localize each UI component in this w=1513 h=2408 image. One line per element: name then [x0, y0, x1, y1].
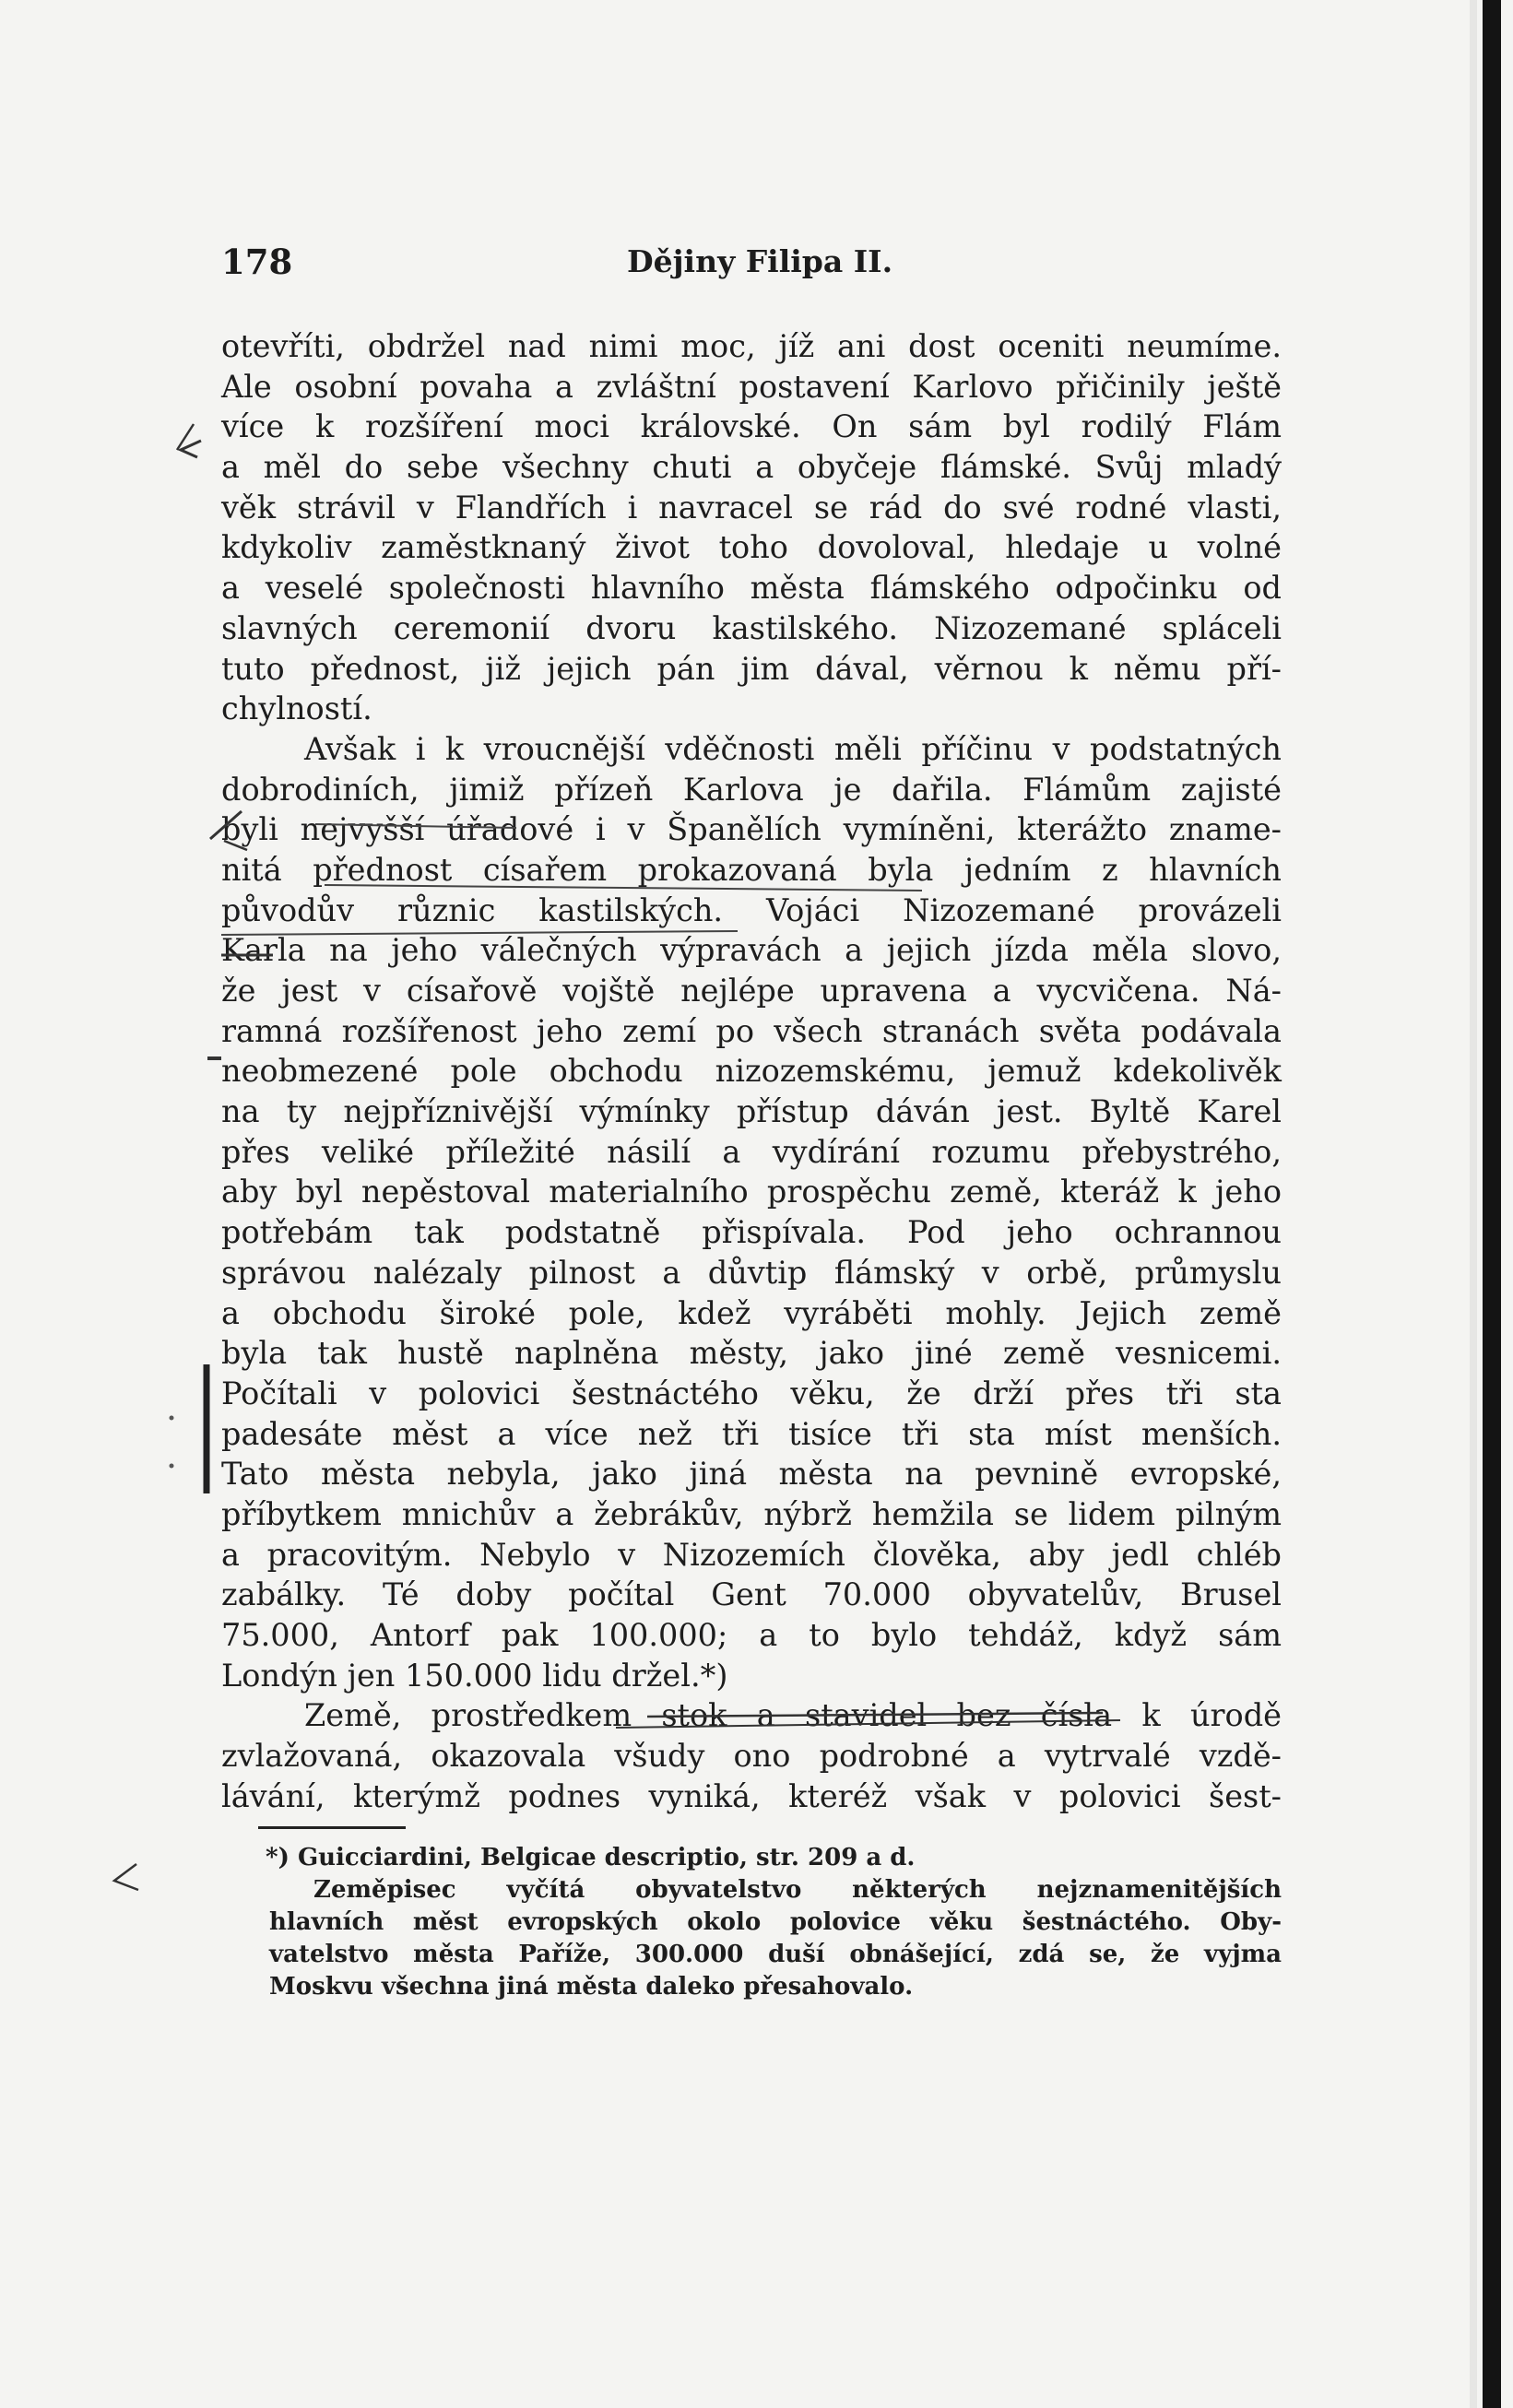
text-line: Londýn jen 150.000 lidu držel.*)	[221, 1657, 728, 1694]
text-line: Tato města nebyla, jako jiná města na pevnině evropské,	[221, 1456, 1282, 1493]
page-gutter	[1470, 0, 1477, 2408]
text-line: že jest v císařově vojště nejlépe upravena a vycvičena. Ná-	[221, 973, 1282, 1009]
text-line: 75.000, Antorf pak 100.000; a to bylo tehdáž, když sám	[221, 1617, 1282, 1653]
text-line: byli nejvyšší úřadové i v Španělích vymíněni, kterážto zname-	[221, 811, 1282, 848]
text-line: více k rozšíření moci královské. On sám byl rodilý Flám	[221, 408, 1282, 445]
text-line: kdykoliv zaměstknaný život toho dovoloval, hledaje u volné	[221, 529, 1282, 566]
text-line: lávání, kterýmž podnes vyniká, kteréž však v polovici šest-	[221, 1777, 1282, 1814]
text-line: Ale osobní povaha a zvláštní postavení Karlovo přičinily ještě	[221, 368, 1282, 405]
text-line: neobmezené pole obchodu nizozemskému, jemuž kdekolivěk	[221, 1053, 1282, 1090]
text-line: a pracovitým. Nebylo v Nizozemích člověka, aby jedl chléb	[221, 1536, 1282, 1573]
text-line: přes veliké příležité násilí a vydírání rozumu přebystrého,	[221, 1133, 1282, 1170]
text-line: Karla na jeho válečných výpravách a jejich jízda měla slovo,	[221, 932, 1282, 969]
text-line: dobrodiních, jimiž přízeň Karlova je dařila. Flámům zajisté	[221, 771, 1282, 808]
text-line: zabálky. Té doby počítal Gent 70.000 obyvatelův, Brusel	[221, 1576, 1282, 1613]
scan-edge	[1483, 0, 1501, 2408]
page-number: 178	[221, 242, 293, 282]
text-line: ramná rozšířenost jeho zemí po všech stranách světa podávala	[221, 1012, 1282, 1049]
text-line: tuto přednost, již jejich pán jim dával, věrnou k němu pří-	[221, 650, 1282, 687]
footnote-rule	[258, 1826, 406, 1829]
text-line: padesáte měst a více než tři tisíce tři sta míst menších.	[221, 1415, 1282, 1452]
text-line: a veselé společnosti hlavního města flámského odpočinku od	[221, 570, 1282, 607]
footnote-line: hlavních měst evropských okolo polovice věku šestnáctého. Oby-	[269, 1908, 1282, 1936]
page-header	[221, 242, 1282, 288]
text-line: na ty nejpříznivější výmínky přístup dáván jest. Byltě Karel	[221, 1093, 1282, 1130]
margin-dot	[170, 1464, 174, 1469]
footnote	[266, 1842, 1282, 2003]
running-title: Dějiny Filipa II.	[627, 243, 893, 279]
text-line: potřebám tak podstatně přispívala. Pod jeho ochrannou	[221, 1214, 1282, 1251]
text-line: příbytkem mnichův a žebrákův, nýbrž hemžila se lidem pilným	[221, 1495, 1282, 1532]
body-text	[221, 326, 1282, 1816]
text-line: otevříti, obdržel nad nimi moc, jíž ani dost oceniti neumíme.	[221, 328, 1282, 364]
text-line: slavných ceremonií dvoru kastilského. Nizozemané spláceli	[221, 609, 1282, 646]
text-line: byla tak hustě naplněna městy, jako jiné země vesnicemi.	[221, 1335, 1282, 1372]
margin-dot	[170, 1416, 174, 1421]
text-line: a obchodu široké pole, kdež vyráběti mohly. Jejich země	[221, 1294, 1282, 1331]
text-line: chylností.	[221, 691, 372, 727]
text-line: původův různic kastilských. Vojáci Nizozemané provázeli	[221, 891, 1282, 928]
text-line: a měl do sebe všechny chuti a obyčeje flámské. Svůj mladý	[221, 449, 1282, 486]
text-line: Avšak i k vroucnější vděčnosti měli příčinu v podstatných	[304, 730, 1282, 767]
margin-chevron-mark	[181, 441, 201, 457]
footnote-line: vatelstvo města Paříže, 300.000 duší obnášející, zdá se, že vyjma	[269, 1941, 1282, 1968]
footnote-line: *) Guicciardini, Belgicae descriptio, str. 209 a d.	[266, 1844, 916, 1871]
text-line: zvlažovaná, okazovala všudy ono podrobné a vytrvalé vzdě-	[221, 1738, 1282, 1775]
text-line: správou nalézaly pilnost a důvtip flámský v orbě, průmyslu	[221, 1254, 1282, 1291]
text-line: Země, prostředkem stok a stavidel bez čísla k úrodě	[304, 1697, 1282, 1734]
footnote-line: Zeměpisec vyčítá obyvatelstvo některých nejznamenitějších	[313, 1876, 1282, 1904]
text-line: Počítali v polovici šestnáctého věku, že drží přes tři sta	[221, 1375, 1282, 1411]
text-line: aby byl nepěstoval materialního prospěchu země, kteráž k jeho	[221, 1174, 1282, 1210]
footnote-line: Moskvu všechna jiná města daleko přesahovalo.	[269, 1973, 914, 2001]
text-line: nitá přednost císařem prokazovaná byla jedním z hlavních	[221, 851, 1282, 888]
text-line: věk strávil v Flandřích i navracel se rád do své rodné vlasti,	[221, 489, 1282, 525]
margin-check-mark	[177, 424, 194, 450]
footnote-margin-mark	[114, 1864, 138, 1890]
